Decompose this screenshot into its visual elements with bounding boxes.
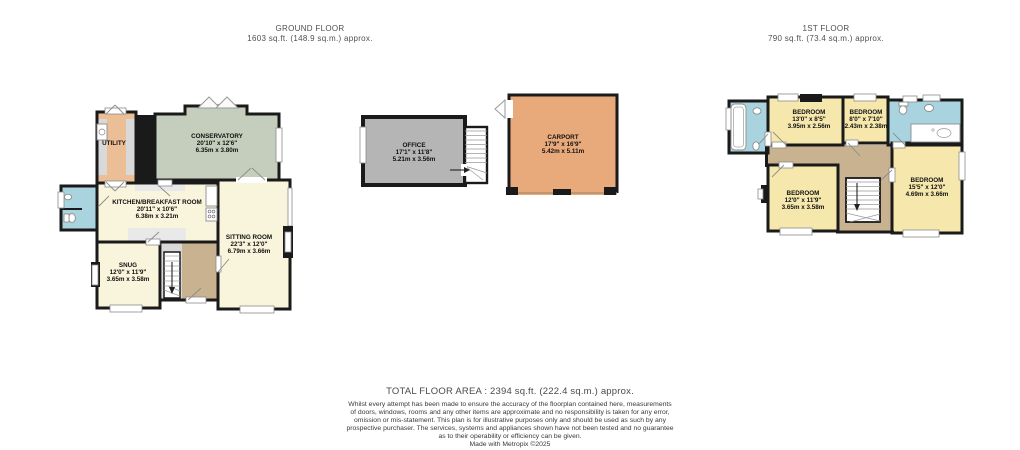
hallway (182, 242, 218, 300)
window (780, 228, 812, 235)
metropix-credit: Made with Metropix ©2025 (469, 441, 551, 448)
window (923, 95, 940, 101)
front-door (186, 297, 206, 303)
room-label-bedroom3: BEDROOM 12'0" x 11'9" 3.65m x 3.58m (781, 190, 825, 212)
room-label-bedroom1: BEDROOM 13'0" x 8'5" 3.95m x 2.56m (787, 109, 831, 131)
room-label-kitchen: KITCHEN/BREAKFAST ROOM 20'11" x 10'6" 6.38m x 3.21m (112, 199, 202, 221)
room-label-sitting: SITTING ROOM 22'3" x 12'0" 6.79m x 3.66m (225, 234, 273, 256)
room-label-carport: CARPORT 17'9" x 16'9" 5.42m x 5.11m (541, 134, 585, 156)
first-floor-area: 790 sq.ft. (73.4 sq.m.) approx. (767, 33, 885, 43)
total-floor-area: TOTAL FLOOR AREA : 2394 sq.ft. (222.4 sq.m.) approx. (386, 386, 634, 397)
room-label-utility: UTILITY (102, 140, 126, 147)
room-label-conservatory: CONSERVATORY 20'10" x 12'6" 6.35m x 3.80m (191, 133, 243, 155)
window (758, 189, 763, 199)
staircase-first (846, 178, 880, 222)
first-floor-title (768, 24, 884, 43)
window (288, 188, 292, 226)
room-label-office: OFFICE 17'1" x 11'8" 5.21m x 3.56m (392, 142, 436, 164)
window (276, 128, 282, 162)
ground-floor-area: 1603 sq.ft. (148.9 sq.m.) approx. (247, 33, 373, 43)
window (58, 192, 64, 208)
gable-window (198, 97, 220, 108)
door-swing (495, 100, 505, 118)
ground-floor-title (247, 24, 373, 43)
window (285, 232, 291, 252)
window (903, 230, 939, 237)
gable-window (216, 97, 238, 108)
room-label-bedroom2: BEDROOM 8'0" x 7'10" 2.43m x 2.38m (844, 109, 888, 131)
window (959, 152, 965, 180)
footer (0, 386, 1020, 449)
window (854, 94, 876, 101)
window (778, 94, 798, 101)
room-label-snug: SNUG 12'0" x 11'9" 3.65m x 3.58m (106, 262, 150, 284)
carport-post (604, 187, 616, 195)
ground-floor-name: GROUND FLOOR (275, 24, 345, 33)
chimney-block (800, 94, 822, 102)
window (360, 127, 366, 163)
kitchen-appliances (206, 186, 217, 221)
chimney-block (135, 115, 156, 183)
window (903, 96, 917, 102)
utility-washer (97, 124, 107, 140)
window (92, 265, 98, 285)
carport-post (553, 189, 571, 195)
room-label-bedroom4: BEDROOM 15'5" x 12'0" 4.69m x 3.66m (905, 177, 949, 199)
carport-post (506, 187, 518, 195)
window (110, 305, 142, 312)
disclaimer: Whilst every attempt has been made to ensure the accuracy of the floorplan contained here, measurements of doors, windows, rooms and any other items are approximate and no responsibility is taken for any error, omission or mis-statement. This plan is for illustrative purposes only and should be used as such by any prospective purchaser. The services, systems and appliances shown have not been tested and no guarantee as to their operability or efficiency can be given. Made with Metropix ©2025 (0, 401, 1020, 449)
staircase-ground (164, 252, 180, 298)
first-floor-name: 1ST FLOOR (802, 24, 850, 33)
window (240, 306, 274, 313)
